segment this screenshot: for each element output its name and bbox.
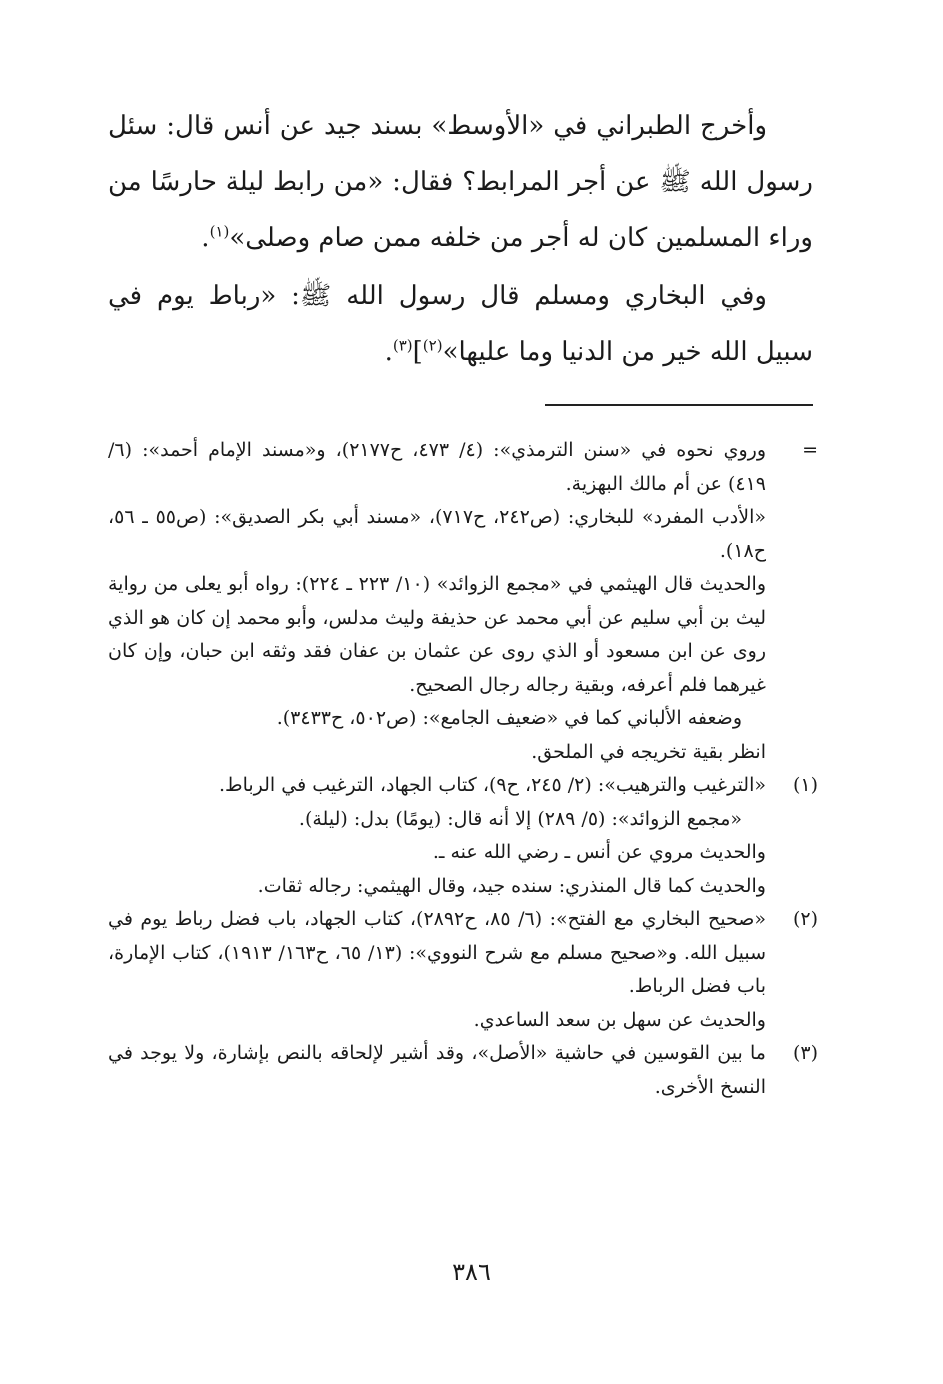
footnote-1 bbox=[108, 769, 818, 903]
footnote-line: والحديث مروي عن أنس ـ رضي الله عنه ـ. bbox=[432, 841, 766, 863]
footnote-3 bbox=[108, 1037, 818, 1104]
footnote-text bbox=[108, 769, 766, 903]
footnote-line: «الأدب المفرد» للبخاري: (ص٢٤٢، ح٧١٧)، «مسند أبي بكر الصديق»: (ص٥٥ ـ ٥٦، ح١٨). bbox=[108, 506, 767, 562]
footnote-text bbox=[108, 1037, 766, 1104]
footnote-line: والحديث قال الهيثمي في «مجمع الزوائد» (١٠/ ٢٢٣ ـ ٢٢٤): رواه أبو يعلى من رواية ليث بن أبي سليم عن أبي محمد عن حذيفة وليث مدلس، وأبو محمد إن كان هو الذي روى عن ابن مسعود أو الذي روى عن عثمان بن عفان فقد وثقه ابن حبان، وإن كان غيرهما فلم أعرفه، وبقية رجاله رجال الصحيح. bbox=[108, 573, 766, 696]
footnote-marker: (١) bbox=[792, 774, 818, 796]
footnote-line: انظر بقية تخريجه في الملحق. bbox=[531, 740, 766, 763]
footnote-2 bbox=[108, 903, 818, 1037]
footnote-separator bbox=[545, 404, 813, 406]
footnote-line: «مجمع الزوائد»: (٥/ ٢٨٩) إلا أنه قال: (يومًا) بدل: (ليلة). bbox=[298, 807, 742, 830]
footnote-line: ما بين القوسين في حاشية «الأصل»، وقد أشير لإلحاقه بالنص بإشارة، ولا يوجد في النسخ الأخرى. bbox=[108, 1042, 766, 1098]
footnote-line: وروي نحوه في «سنن الترمذي»: (٤/ ٤٧٣، ح٢١٧٧)، و«مسند الإمام أحمد»: (٦/ ٤١٩) عن أم مالك البهزية. bbox=[108, 439, 767, 495]
footnote-line: «الترغيب والترهيب»: (٢/ ٢٤٥، ح٩)، كتاب الجهاد، الترغيب في الرباط. bbox=[218, 774, 766, 796]
footnote-marker: (٣) bbox=[792, 1042, 818, 1064]
punctuation: . bbox=[201, 223, 210, 253]
paragraph-text: وأخرج الطبراني في «الأوسط» بسند جيد عن أنس قال: سئل رسول الله ﷺ عن أجر المرابط؟ فقال: «من رابط ليلة حارسًا من وراء المسلمين كان له أجر من خلفه ممن صام وصلى» bbox=[108, 111, 813, 253]
footnote-ref: (٣) bbox=[392, 336, 413, 355]
bracket: ] bbox=[412, 337, 423, 367]
footnote-marker: = bbox=[802, 439, 818, 461]
footnote-line: والحديث كما قال المنذري: سنده جيد، وقال الهيثمي: رجاله ثقات. bbox=[257, 874, 766, 897]
page-number: ٣٨٦ bbox=[452, 1258, 491, 1286]
footnote-marker: (٢) bbox=[792, 908, 818, 930]
footnote-line: «صحيح البخاري مع الفتح»: (٦/ ٨٥، ح٢٨٩٢)، كتاب الجهاد، باب فضل رباط يوم في سبيل الله. و«صحيح مسلم مع شرح النووي»: (١٣/ ٦٥، ح١٦٣/ ١٩١٣)، كتاب الإمارة، باب فضل الرباط. bbox=[108, 908, 766, 997]
main-paragraph bbox=[108, 98, 813, 266]
footnote-ref: (٢) bbox=[422, 336, 443, 355]
footnote-text bbox=[108, 434, 766, 769]
footnote-continued bbox=[108, 434, 818, 769]
paragraph-text: وفي البخاري ومسلم قال رسول الله ﷺ: «رباط يوم في سبيل الله خير من الدنيا وما عليها» bbox=[108, 281, 813, 367]
footnote-ref: (١) bbox=[209, 222, 230, 241]
main-text bbox=[108, 98, 813, 380]
footnotes bbox=[108, 434, 818, 1104]
footnote-line: وضعفه الألباني كما في «ضعيف الجامع»: (ص٥٠٢، ح٣٤٣٣). bbox=[276, 707, 742, 729]
main-paragraph bbox=[108, 268, 813, 380]
punctuation: . bbox=[384, 337, 393, 367]
footnote-text bbox=[108, 903, 766, 1037]
footnote-line: والحديث عن سهل بن سعد الساعدي. bbox=[473, 1008, 766, 1031]
